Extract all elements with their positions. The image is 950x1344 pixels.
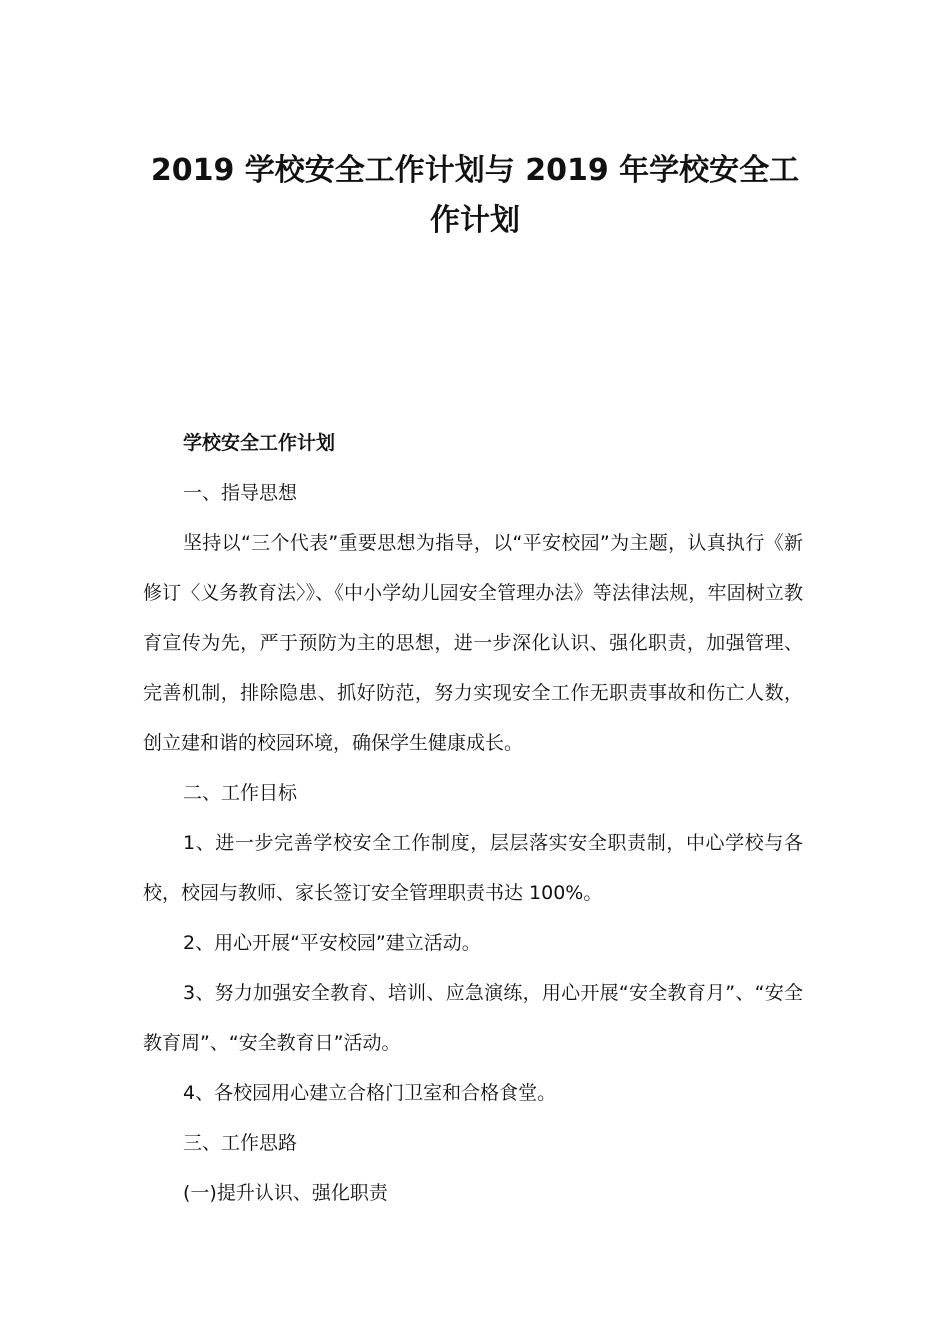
subheading-awareness: (一)提升认识、强化职责 xyxy=(183,1182,388,1204)
section-heading: 学校安全工作计划 xyxy=(183,432,336,454)
paragraph-guiding-ideology: 坚持以“三个代表”重要思想为指导，以“平安校园”为主题，认真执行《新修订〈义务教育法〉》、《中小学幼儿园安全管理办法》等法律法规，牢固树立教育宣传为先，严于预防为主的思想，进一步深化认识、强化职责，加强管理、完善机制，排除隐患、抓好防范，努力实现安全工作无职责事故和伤亡人数，创立建和谐的校园环境，确保学生健康成长。 xyxy=(143,532,803,754)
heading-guiding-ideology: 一、指导思想 xyxy=(183,482,298,504)
heading-work-approach: 三、工作思路 xyxy=(183,1132,298,1154)
document-body xyxy=(143,418,803,1218)
goal-item-4: 4、各校园用心建立合格门卫室和合格食堂。 xyxy=(183,1082,557,1104)
goal-item-1: 1、进一步完善学校安全工作制度，层层落实安全职责制，中心学校与各校，校园与教师、家长签订安全管理职责书达 100%。 xyxy=(143,832,803,904)
heading-work-goals: 二、工作目标 xyxy=(183,782,298,804)
goal-item-3: 3、努力加强安全教育、培训、应急演练，用心开展“安全教育月”、“安全教育周”、“安全教育日”活动。 xyxy=(143,982,803,1054)
document-title: 2019 学校安全工作计划与 2019 年学校安全工作计划 xyxy=(150,153,800,238)
goal-item-2: 2、用心开展“平安校园”建立活动。 xyxy=(183,932,481,954)
